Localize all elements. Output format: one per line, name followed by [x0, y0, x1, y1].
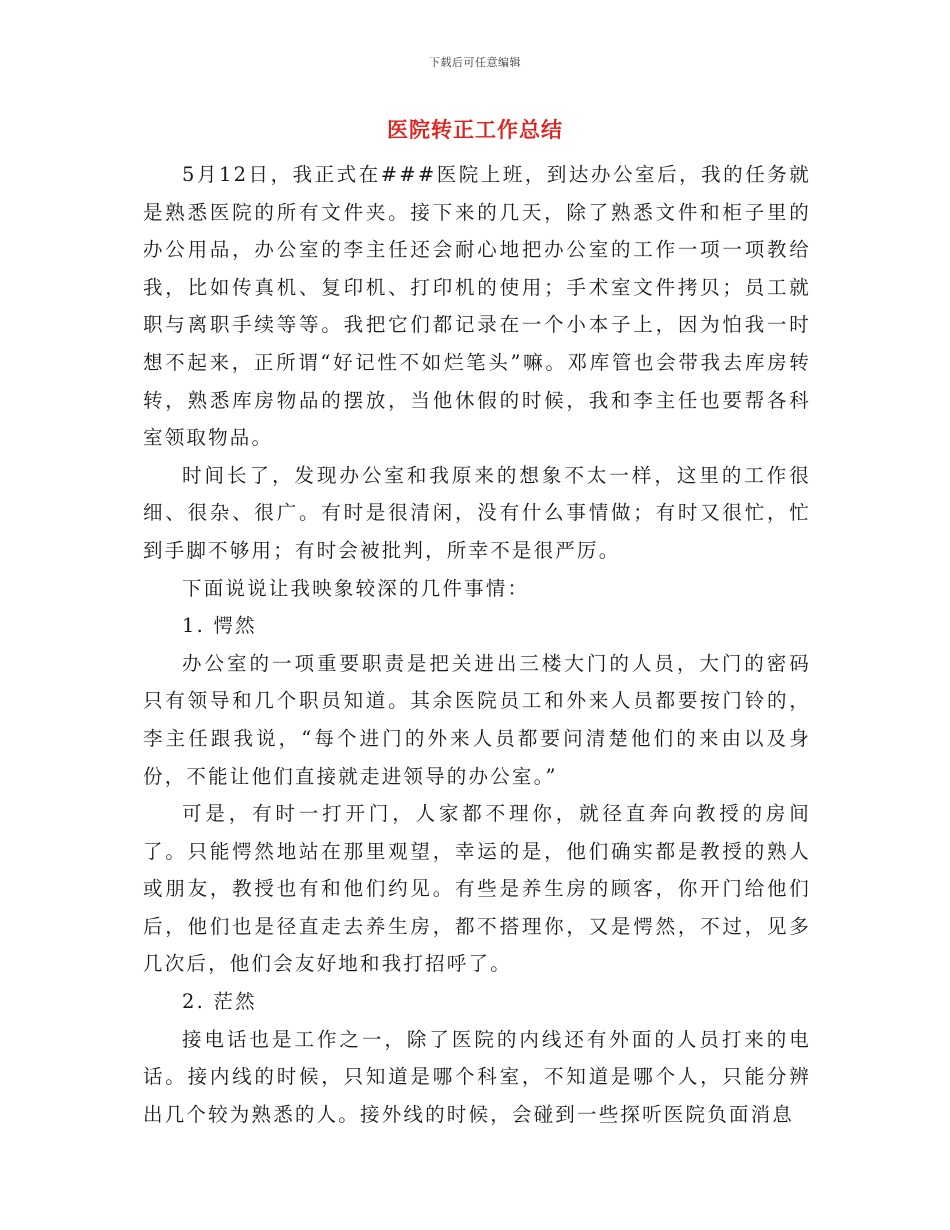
document-body	[143, 156, 811, 1133]
paragraph-visitors: 可是，有时一打开门，人家都不理你，就径直奔向教授的房间了。只能愕然地站在那里观望，幸运的是，他们确实都是教授的熟人或朋友，教授也有和他们约见。有些是养生房的顾客，你开门给他们后，他们也是径直走去养生房，都不搭理你，又是愕然，不过，见多几次后，他们会友好地和我打招呼了。	[143, 802, 811, 976]
header-note: 下载后可任意编辑	[429, 56, 521, 69]
paragraph-events-intro: 下面说说让我映象较深的几件事情：	[182, 576, 530, 600]
document-title: 医院转正工作总结	[387, 117, 563, 142]
paragraph-impression: 时间长了，发现办公室和我原来的想象不太一样，这里的工作很细、很杂、很广。有时是很清闲，没有什么事情做；有时又很忙，忙到手脚不够用；有时会被批判，所幸不是很严厉。	[143, 463, 811, 562]
paragraph-intro: 5月12日，我正式在###医院上班，到达办公室后，我的任务就是熟悉医院的所有文件夹。接下来的几天，除了熟悉文件和柜子里的办公用品，办公室的李主任还会耐心地把办公室的工作一项一项教给我，比如传真机、复印机、打印机的使用；手术室文件拷贝；员工就职与离职手续等等。我把它们都记录在一个小本子上，因为怕我一时想不起来，正所谓“好记性不如烂笔头”嘛。邓库管也会带我去库房转转，熟悉库房物品的摆放，当他休假的时候，我和李主任也要帮各科室领取物品。	[143, 163, 811, 450]
section-heading-2: 2. 茫然	[182, 990, 257, 1014]
paragraph-phone-duty: 接电话也是工作之一，除了医院的内线还有外面的人员打来的电话。接内线的时候，只知道是哪个科室，不知道是哪个人，只能分辨出几个较为熟悉的人。接外线的时候，会碰到一些探听医院负面消息	[143, 1027, 811, 1126]
paragraph-door-duty: 办公室的一项重要职责是把关进出三楼大门的人员，大门的密码只有领导和几个职员知道。其余医院员工和外来人员都要按门铃的，李主任跟我说，“每个进门的外来人员都要问清楚他们的来由以及身份，不能让他们直接就走进领导的办公室。”	[143, 651, 811, 788]
section-heading-1: 1. 愕然	[182, 614, 257, 638]
